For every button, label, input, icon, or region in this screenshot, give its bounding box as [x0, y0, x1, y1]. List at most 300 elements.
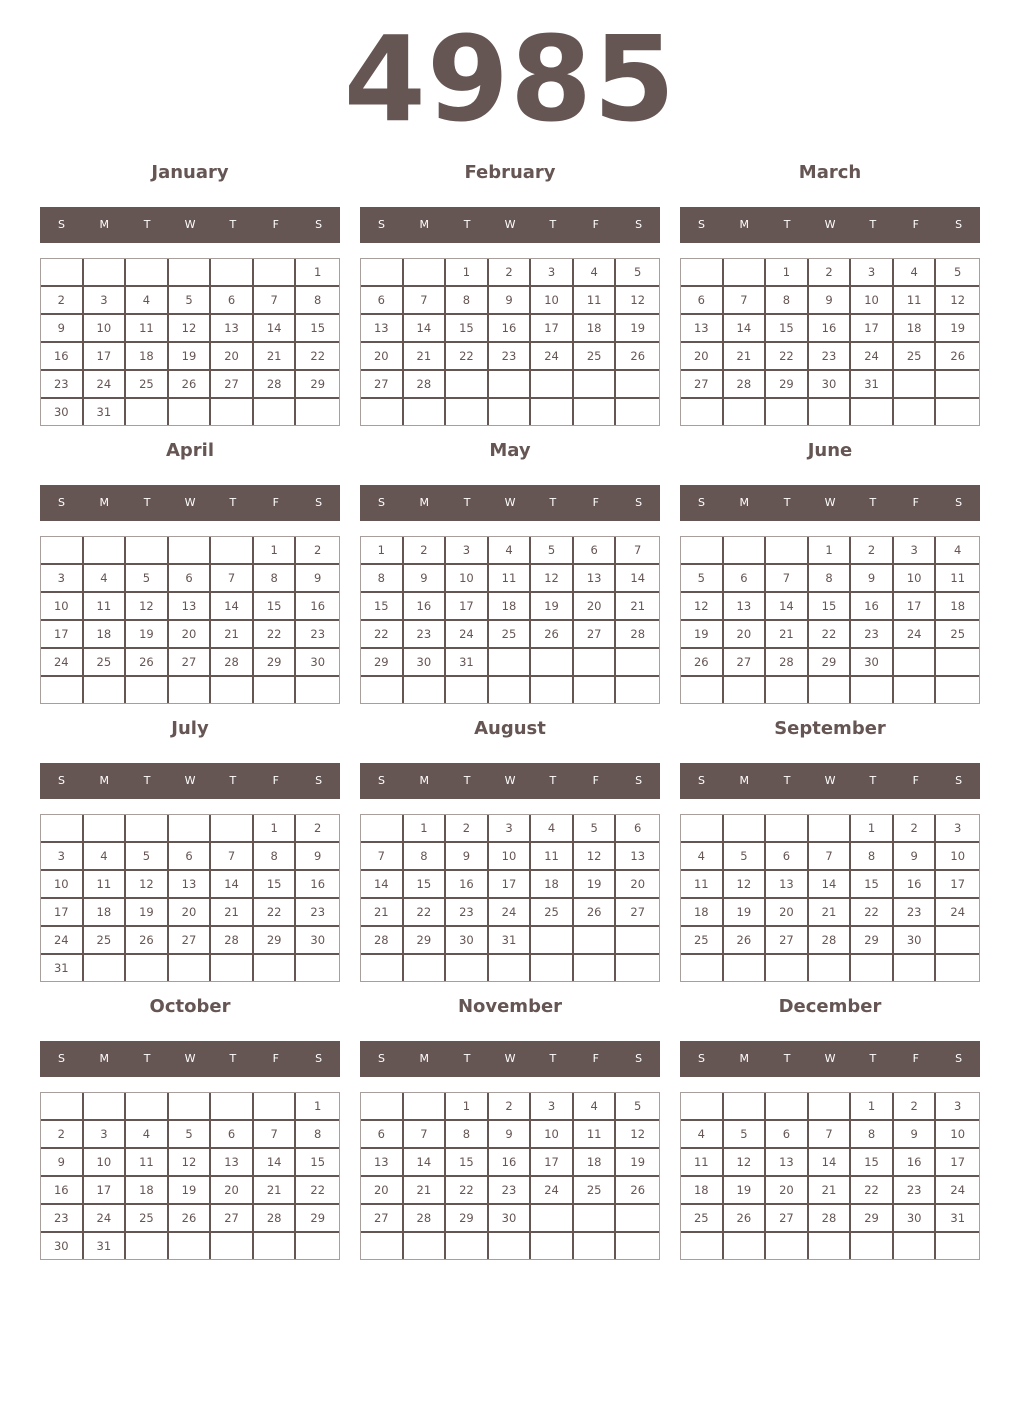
day-cell: 5 — [126, 843, 169, 871]
empty-day-cell — [169, 399, 212, 425]
day-cell: 18 — [894, 315, 937, 343]
empty-day-cell — [126, 399, 169, 425]
weekday-label: M — [99, 218, 110, 231]
weekday-header — [40, 1041, 340, 1077]
day-cell: 19 — [126, 899, 169, 927]
day-cell: 23 — [894, 899, 937, 927]
weekday-label: T — [549, 1052, 557, 1065]
day-cell: 25 — [894, 343, 937, 371]
month-calendar-november — [360, 995, 660, 1261]
month-title: March — [798, 162, 862, 183]
day-cell: 10 — [936, 1121, 979, 1149]
day-cell: 5 — [616, 259, 659, 287]
empty-day-cell — [489, 1233, 532, 1259]
weekday-label: S — [955, 218, 963, 231]
empty-day-cell — [724, 1093, 767, 1121]
day-cell: 28 — [254, 1205, 297, 1233]
day-cell: 2 — [489, 259, 532, 287]
day-cell: 17 — [446, 593, 489, 621]
empty-day-cell — [446, 371, 489, 399]
weekday-label: T — [143, 496, 151, 509]
day-cell: 28 — [724, 371, 767, 399]
day-cell: 8 — [361, 565, 404, 593]
empty-day-cell — [616, 371, 659, 399]
empty-day-cell — [616, 677, 659, 703]
day-cell: 10 — [84, 1149, 127, 1177]
weekday-label: S — [697, 774, 705, 787]
month-calendar-march — [680, 161, 980, 427]
day-cell: 17 — [531, 1149, 574, 1177]
day-cell: 28 — [361, 927, 404, 955]
weekday-label: T — [463, 218, 471, 231]
month-title: July — [171, 718, 209, 739]
empty-day-cell — [126, 815, 169, 843]
day-cell: 6 — [211, 287, 254, 315]
empty-day-cell — [404, 1093, 447, 1121]
empty-day-cell — [254, 259, 297, 287]
day-cell: 18 — [84, 621, 127, 649]
day-cell: 20 — [211, 1177, 254, 1205]
day-cell: 30 — [296, 649, 339, 677]
month-calendar-october — [40, 995, 340, 1261]
month-calendar-july — [40, 717, 340, 983]
month-calendar-april — [40, 439, 340, 705]
day-cell: 1 — [404, 815, 447, 843]
day-cell: 19 — [616, 315, 659, 343]
day-cell: 11 — [574, 1121, 617, 1149]
empty-day-cell — [894, 677, 937, 703]
weekday-label: W — [184, 774, 196, 787]
day-cell: 5 — [169, 287, 212, 315]
month-title: January — [151, 162, 229, 183]
weekday-label: W — [824, 218, 836, 231]
day-cell: 12 — [616, 1121, 659, 1149]
day-cell: 16 — [296, 871, 339, 899]
weekday-label: M — [99, 1052, 110, 1065]
weekday-label: W — [504, 774, 516, 787]
day-cell: 24 — [446, 621, 489, 649]
weekday-header — [40, 763, 340, 799]
day-cell: 1 — [361, 537, 404, 565]
weekday-label: T — [869, 1052, 877, 1065]
day-cell: 24 — [851, 343, 894, 371]
day-cell: 6 — [766, 843, 809, 871]
day-cell: 18 — [574, 1149, 617, 1177]
day-cell: 11 — [489, 565, 532, 593]
weekday-label: S — [697, 1052, 705, 1065]
day-cell: 30 — [809, 371, 852, 399]
weekday-label: M — [739, 774, 750, 787]
day-cell: 3 — [84, 287, 127, 315]
weekday-label: W — [184, 496, 196, 509]
day-cell: 30 — [41, 1233, 84, 1259]
day-cell: 1 — [851, 815, 894, 843]
day-cell: 18 — [574, 315, 617, 343]
weekday-label: F — [592, 774, 599, 787]
day-cell: 15 — [404, 871, 447, 899]
month-calendar-june — [680, 439, 980, 705]
day-cell: 3 — [936, 1093, 979, 1121]
day-grid — [680, 258, 980, 426]
empty-day-cell — [296, 399, 339, 425]
day-cell: 30 — [296, 927, 339, 955]
day-cell: 27 — [169, 927, 212, 955]
empty-day-cell — [126, 1093, 169, 1121]
day-cell: 21 — [724, 343, 767, 371]
empty-day-cell — [41, 815, 84, 843]
day-grid — [360, 536, 660, 704]
day-cell: 15 — [254, 871, 297, 899]
day-cell: 17 — [489, 871, 532, 899]
day-cell: 13 — [361, 315, 404, 343]
day-cell: 6 — [724, 565, 767, 593]
day-cell: 25 — [681, 927, 724, 955]
day-cell: 22 — [296, 1177, 339, 1205]
weekday-label: S — [57, 218, 65, 231]
day-cell: 11 — [84, 593, 127, 621]
empty-day-cell — [531, 1233, 574, 1259]
day-cell: 11 — [681, 1149, 724, 1177]
weekday-label: M — [419, 1052, 430, 1065]
day-cell: 17 — [41, 621, 84, 649]
day-grid — [40, 536, 340, 704]
day-cell: 2 — [41, 287, 84, 315]
day-cell: 7 — [211, 843, 254, 871]
day-cell: 14 — [211, 871, 254, 899]
day-cell: 21 — [211, 899, 254, 927]
day-cell: 8 — [254, 843, 297, 871]
empty-day-cell — [724, 259, 767, 287]
weekday-header — [680, 485, 980, 521]
empty-day-cell — [936, 927, 979, 955]
empty-day-cell — [894, 649, 937, 677]
day-cell: 4 — [936, 537, 979, 565]
weekday-label: S — [635, 496, 643, 509]
month-title: September — [774, 718, 886, 739]
day-cell: 14 — [724, 315, 767, 343]
day-cell: 21 — [254, 343, 297, 371]
day-cell: 30 — [894, 1205, 937, 1233]
day-cell: 9 — [41, 1149, 84, 1177]
weekday-label: T — [143, 218, 151, 231]
empty-day-cell — [531, 927, 574, 955]
empty-day-cell — [724, 815, 767, 843]
day-cell: 3 — [531, 259, 574, 287]
day-cell: 28 — [404, 1205, 447, 1233]
weekday-label: F — [272, 496, 279, 509]
month-title: June — [807, 440, 853, 461]
empty-day-cell — [254, 1093, 297, 1121]
day-cell: 27 — [616, 899, 659, 927]
day-cell: 8 — [296, 287, 339, 315]
weekday-label: F — [912, 774, 919, 787]
day-cell: 22 — [361, 621, 404, 649]
empty-day-cell — [616, 927, 659, 955]
day-cell: 18 — [489, 593, 532, 621]
weekday-label: W — [824, 496, 836, 509]
weekday-label: S — [315, 218, 323, 231]
day-cell: 1 — [296, 1093, 339, 1121]
day-cell: 31 — [84, 399, 127, 425]
day-cell: 29 — [446, 1205, 489, 1233]
day-cell: 27 — [766, 927, 809, 955]
empty-day-cell — [851, 1233, 894, 1259]
empty-day-cell — [254, 955, 297, 981]
day-cell: 28 — [809, 1205, 852, 1233]
day-cell: 24 — [84, 1205, 127, 1233]
empty-day-cell — [894, 371, 937, 399]
day-cell: 9 — [851, 565, 894, 593]
empty-day-cell — [766, 1093, 809, 1121]
day-cell: 29 — [851, 927, 894, 955]
empty-day-cell — [446, 399, 489, 425]
month-title: April — [165, 440, 215, 461]
empty-day-cell — [489, 955, 532, 981]
day-grid — [40, 1092, 340, 1260]
day-cell: 13 — [211, 1149, 254, 1177]
weekday-label: T — [869, 774, 877, 787]
day-cell: 25 — [84, 927, 127, 955]
day-cell: 30 — [894, 927, 937, 955]
empty-day-cell — [404, 399, 447, 425]
empty-day-cell — [41, 259, 84, 287]
empty-day-cell — [361, 259, 404, 287]
day-cell: 11 — [84, 871, 127, 899]
day-cell: 27 — [361, 371, 404, 399]
empty-day-cell — [894, 955, 937, 981]
empty-day-cell — [169, 815, 212, 843]
weekday-header — [680, 207, 980, 243]
empty-day-cell — [531, 649, 574, 677]
day-cell: 12 — [616, 287, 659, 315]
day-grid — [360, 258, 660, 426]
empty-day-cell — [126, 1233, 169, 1259]
day-cell: 5 — [574, 815, 617, 843]
day-grid — [360, 814, 660, 982]
day-cell: 12 — [724, 871, 767, 899]
day-cell: 10 — [936, 843, 979, 871]
empty-day-cell — [936, 677, 979, 703]
day-cell: 26 — [724, 927, 767, 955]
day-cell: 11 — [894, 287, 937, 315]
weekday-label: S — [377, 218, 385, 231]
empty-day-cell — [126, 537, 169, 565]
day-grid — [360, 1092, 660, 1260]
day-cell: 28 — [616, 621, 659, 649]
weekday-label: M — [419, 496, 430, 509]
day-cell: 10 — [446, 565, 489, 593]
empty-day-cell — [296, 955, 339, 981]
day-cell: 17 — [851, 315, 894, 343]
day-cell: 1 — [809, 537, 852, 565]
day-cell: 19 — [936, 315, 979, 343]
day-cell: 25 — [681, 1205, 724, 1233]
empty-day-cell — [724, 537, 767, 565]
day-cell: 1 — [296, 259, 339, 287]
empty-day-cell — [681, 1233, 724, 1259]
empty-day-cell — [681, 399, 724, 425]
day-cell: 22 — [446, 1177, 489, 1205]
empty-day-cell — [446, 677, 489, 703]
day-cell: 5 — [126, 565, 169, 593]
day-cell: 5 — [724, 1121, 767, 1149]
day-cell: 14 — [254, 315, 297, 343]
empty-day-cell — [531, 371, 574, 399]
weekday-label: T — [783, 1052, 791, 1065]
weekday-label: F — [272, 1052, 279, 1065]
day-cell: 12 — [126, 871, 169, 899]
day-cell: 20 — [681, 343, 724, 371]
day-cell: 4 — [126, 1121, 169, 1149]
day-cell: 18 — [126, 343, 169, 371]
day-cell: 17 — [531, 315, 574, 343]
day-cell: 8 — [446, 1121, 489, 1149]
empty-day-cell — [126, 955, 169, 981]
day-cell: 20 — [169, 621, 212, 649]
day-cell: 3 — [851, 259, 894, 287]
empty-day-cell — [169, 537, 212, 565]
day-grid — [680, 1092, 980, 1260]
day-cell: 25 — [574, 1177, 617, 1205]
month-calendar-february — [360, 161, 660, 427]
day-cell: 19 — [616, 1149, 659, 1177]
day-cell: 14 — [404, 315, 447, 343]
empty-day-cell — [404, 259, 447, 287]
day-cell: 24 — [489, 899, 532, 927]
day-cell: 25 — [574, 343, 617, 371]
weekday-label: T — [229, 774, 237, 787]
weekday-label: S — [635, 774, 643, 787]
empty-day-cell — [84, 1093, 127, 1121]
day-cell: 3 — [894, 537, 937, 565]
empty-day-cell — [211, 399, 254, 425]
day-cell: 10 — [41, 593, 84, 621]
empty-day-cell — [936, 399, 979, 425]
month-calendar-september — [680, 717, 980, 983]
weekday-label: T — [783, 774, 791, 787]
day-cell: 10 — [84, 315, 127, 343]
day-cell: 3 — [446, 537, 489, 565]
day-cell: 14 — [616, 565, 659, 593]
day-cell: 20 — [361, 343, 404, 371]
empty-day-cell — [361, 1093, 404, 1121]
day-cell: 11 — [531, 843, 574, 871]
empty-day-cell — [126, 259, 169, 287]
day-cell: 4 — [894, 259, 937, 287]
empty-day-cell — [574, 1233, 617, 1259]
weekday-header — [360, 207, 660, 243]
day-cell: 4 — [574, 259, 617, 287]
day-cell: 30 — [851, 649, 894, 677]
weekday-label: S — [57, 496, 65, 509]
day-cell: 11 — [574, 287, 617, 315]
empty-day-cell — [211, 537, 254, 565]
day-cell: 16 — [489, 1149, 532, 1177]
empty-day-cell — [724, 1233, 767, 1259]
weekday-label: S — [57, 774, 65, 787]
day-cell: 2 — [296, 537, 339, 565]
day-cell: 14 — [766, 593, 809, 621]
day-cell: 6 — [361, 1121, 404, 1149]
day-cell: 9 — [894, 843, 937, 871]
day-cell: 19 — [574, 871, 617, 899]
weekday-label: S — [57, 1052, 65, 1065]
day-cell: 16 — [41, 343, 84, 371]
weekday-label: S — [315, 774, 323, 787]
day-cell: 30 — [489, 1205, 532, 1233]
day-cell: 16 — [404, 593, 447, 621]
day-cell: 12 — [936, 287, 979, 315]
day-cell: 9 — [41, 315, 84, 343]
day-cell: 29 — [361, 649, 404, 677]
day-cell: 9 — [296, 843, 339, 871]
day-cell: 29 — [809, 649, 852, 677]
day-cell: 28 — [766, 649, 809, 677]
day-cell: 13 — [681, 315, 724, 343]
weekday-label: W — [824, 774, 836, 787]
day-cell: 2 — [894, 1093, 937, 1121]
day-cell: 7 — [616, 537, 659, 565]
weekday-label: S — [697, 496, 705, 509]
day-cell: 20 — [361, 1177, 404, 1205]
day-cell: 25 — [126, 1205, 169, 1233]
day-cell: 7 — [809, 1121, 852, 1149]
day-cell: 3 — [936, 815, 979, 843]
empty-day-cell — [254, 677, 297, 703]
empty-day-cell — [254, 399, 297, 425]
day-cell: 22 — [254, 899, 297, 927]
day-cell: 11 — [126, 1149, 169, 1177]
empty-day-cell — [169, 955, 212, 981]
day-cell: 22 — [851, 1177, 894, 1205]
empty-day-cell — [809, 677, 852, 703]
day-cell: 24 — [41, 927, 84, 955]
day-cell: 12 — [574, 843, 617, 871]
day-cell: 23 — [489, 1177, 532, 1205]
empty-day-cell — [851, 399, 894, 425]
day-cell: 15 — [809, 593, 852, 621]
day-cell: 20 — [616, 871, 659, 899]
day-cell: 18 — [936, 593, 979, 621]
empty-day-cell — [681, 815, 724, 843]
day-cell: 14 — [809, 1149, 852, 1177]
day-cell: 7 — [404, 287, 447, 315]
weekday-label: M — [739, 218, 750, 231]
day-cell: 6 — [211, 1121, 254, 1149]
empty-day-cell — [446, 955, 489, 981]
empty-day-cell — [681, 677, 724, 703]
empty-day-cell — [574, 927, 617, 955]
empty-day-cell — [766, 537, 809, 565]
empty-day-cell — [531, 1205, 574, 1233]
day-cell: 26 — [126, 649, 169, 677]
day-cell: 22 — [404, 899, 447, 927]
weekday-label: S — [377, 496, 385, 509]
weekday-header — [360, 763, 660, 799]
empty-day-cell — [169, 677, 212, 703]
weekday-label: F — [592, 1052, 599, 1065]
weekday-label: T — [549, 774, 557, 787]
day-cell: 17 — [41, 899, 84, 927]
weekday-label: T — [143, 774, 151, 787]
day-cell: 3 — [531, 1093, 574, 1121]
empty-day-cell — [681, 1093, 724, 1121]
day-cell: 2 — [851, 537, 894, 565]
month-calendar-december — [680, 995, 980, 1261]
day-cell: 12 — [681, 593, 724, 621]
weekday-label: T — [229, 496, 237, 509]
empty-day-cell — [169, 259, 212, 287]
